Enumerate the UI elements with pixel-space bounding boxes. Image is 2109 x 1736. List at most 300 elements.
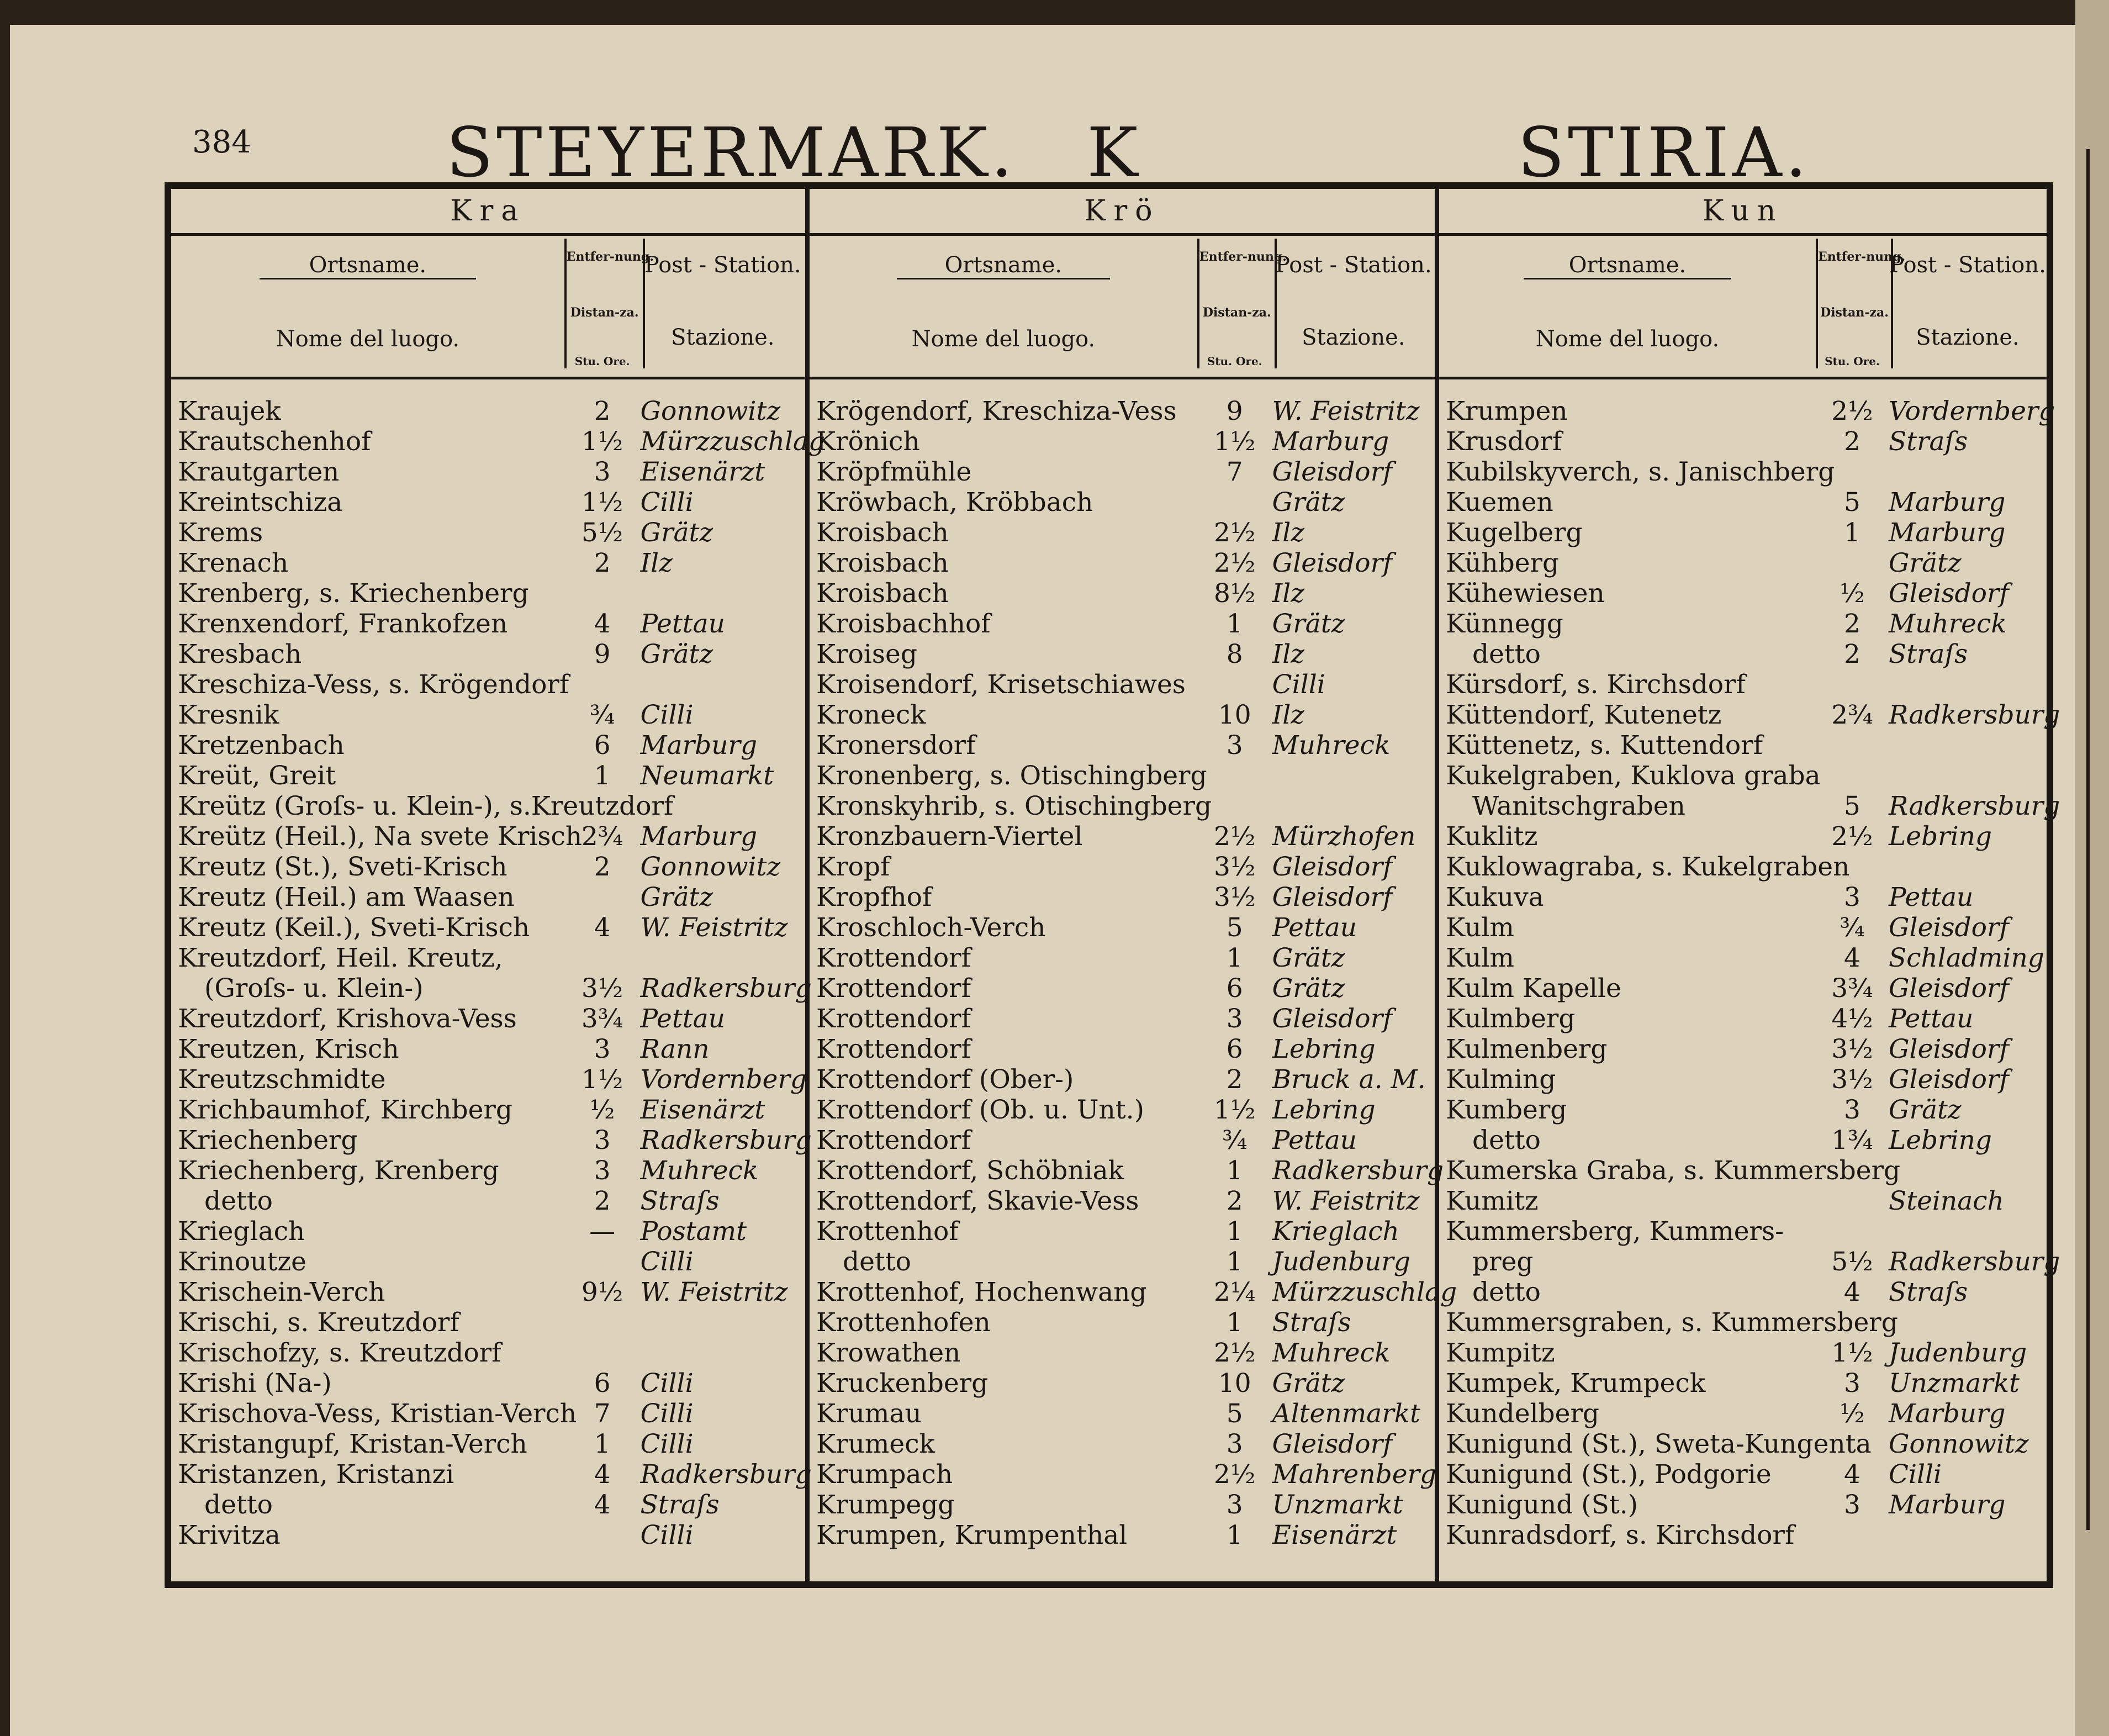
entry-row bbox=[810, 1216, 1435, 1247]
entry-row bbox=[810, 1368, 1435, 1399]
place-name: Kreütz (Groſs- u. Klein-), s.Kreutzdorf bbox=[178, 791, 674, 821]
entry-row bbox=[1439, 700, 2060, 730]
place-name: Kreutz (Heil.) am Waasen bbox=[178, 882, 515, 912]
entry-row bbox=[1439, 821, 2047, 852]
entry-row bbox=[1439, 578, 2047, 609]
post-station: Eisenärzt bbox=[640, 457, 765, 487]
distance-value: 3 bbox=[594, 1155, 611, 1186]
post-station: Mahrenberg bbox=[1272, 1459, 1437, 1490]
post-station: Postamt bbox=[640, 1216, 747, 1247]
distance-value: 3½ bbox=[1831, 1034, 1873, 1064]
distance-value: 2 bbox=[594, 396, 611, 426]
place-name: Kroisendorf, Krisetschiawes bbox=[816, 669, 1186, 700]
post-station: Rann bbox=[640, 1034, 710, 1064]
post-station: Muhreck bbox=[1272, 730, 1391, 761]
post-station: Steinach bbox=[1889, 1186, 2004, 1216]
post-station: Ilz bbox=[1272, 518, 1305, 548]
adjacent-page-edge bbox=[2075, 0, 2109, 1736]
post-station: Unzmarkt bbox=[1889, 1368, 2020, 1399]
place-name: Kropfhof bbox=[816, 882, 932, 912]
entry-row bbox=[171, 1277, 805, 1307]
post-station: Marburg bbox=[1889, 518, 2006, 548]
distance-value: 1 bbox=[1226, 1247, 1243, 1277]
post-station: Grätz bbox=[1272, 943, 1345, 973]
place-name: Kunigund (St.), Podgorie bbox=[1446, 1459, 1772, 1490]
place-name: Kreutzen, Krisch bbox=[178, 1034, 399, 1064]
post-station: Ilz bbox=[1272, 578, 1305, 609]
entry-row bbox=[171, 761, 805, 791]
distance-header bbox=[1816, 239, 1906, 368]
distance-header-italian: Distan-za. bbox=[1202, 305, 1271, 320]
post-station-header bbox=[1272, 239, 1435, 350]
entry-row bbox=[810, 609, 1435, 639]
entry-row bbox=[171, 1429, 805, 1459]
entry-list bbox=[1439, 379, 2060, 1550]
distance-value: 3 bbox=[1226, 730, 1243, 761]
place-name: Kummersberg, Kummers- bbox=[1446, 1216, 1784, 1247]
distance-value: 2¾ bbox=[1831, 700, 1873, 730]
distance-value: 1 bbox=[1226, 1307, 1243, 1338]
entry-row bbox=[1439, 548, 2047, 578]
post-station: Radkersburg bbox=[1889, 700, 2060, 730]
entry-row bbox=[810, 1429, 1435, 1459]
post-station: Radkersburg bbox=[1889, 1247, 2060, 1277]
post-station: Lebring bbox=[1889, 1125, 1992, 1155]
post-station: Muhreck bbox=[1889, 609, 2007, 639]
place-name: Krottendorf, Schöbniak bbox=[816, 1155, 1124, 1186]
post-station: Radkersburg bbox=[640, 1459, 812, 1490]
entry-row bbox=[1439, 791, 2060, 821]
post-station: Schladming bbox=[1889, 943, 2044, 973]
place-name: Krautgarten bbox=[178, 457, 340, 487]
entry-row bbox=[171, 912, 805, 943]
entry-row bbox=[810, 730, 1435, 761]
entry-row bbox=[810, 396, 1435, 426]
entry-row bbox=[171, 548, 805, 578]
entry-row bbox=[810, 426, 1435, 457]
place-name: Krumeck bbox=[816, 1429, 935, 1459]
entry-row bbox=[171, 1490, 805, 1520]
distance-value: 2 bbox=[1844, 639, 1860, 669]
entry-row bbox=[810, 1064, 1435, 1095]
place-name: Kreutzdorf, Krishova-Vess bbox=[178, 1004, 517, 1034]
entry-row bbox=[810, 1459, 1435, 1490]
entry-row bbox=[810, 1520, 1435, 1550]
place-name: Kunradsdorf, s. Kirchsdorf bbox=[1446, 1520, 1795, 1550]
post-station: Gleisdorf bbox=[1889, 1064, 2009, 1095]
distance-value: 8 bbox=[1226, 639, 1243, 669]
distance-value: 3 bbox=[1226, 1490, 1243, 1520]
place-name: Kroisbach bbox=[816, 548, 949, 578]
post-station: Radkersburg bbox=[1272, 1155, 1444, 1186]
entry-row bbox=[1439, 426, 2047, 457]
post-header-italian: Stazione. bbox=[1916, 325, 2020, 350]
distance-value: 5 bbox=[1844, 791, 1860, 821]
distance-value: 4 bbox=[594, 1490, 611, 1520]
distance-value: 5½ bbox=[581, 518, 623, 548]
post-station: Marburg bbox=[640, 730, 758, 761]
entry-row bbox=[1439, 487, 2047, 518]
entry-row bbox=[1439, 973, 2047, 1004]
place-name: Krusdorf bbox=[1446, 426, 1562, 457]
place-name: Kröpfmühle bbox=[816, 457, 972, 487]
post-station: Neumarkt bbox=[640, 761, 774, 791]
place-name: Krottenhof bbox=[816, 1216, 959, 1247]
entry-row bbox=[810, 761, 1435, 791]
post-station: Straſs bbox=[1889, 426, 1968, 457]
place-name: Kumerska Graba, s. Kummersberg bbox=[1446, 1155, 1901, 1186]
place-name: Krumpegg bbox=[816, 1490, 955, 1520]
entry-row bbox=[171, 1338, 805, 1368]
distance-value: 1 bbox=[1226, 1155, 1243, 1186]
distance-value: 1 bbox=[1226, 1520, 1243, 1550]
entry-row bbox=[1439, 1247, 2060, 1277]
place-name: Kruckenberg bbox=[816, 1368, 989, 1399]
place-name: Wanitschgraben bbox=[1472, 791, 1685, 821]
post-station: Cilli bbox=[640, 487, 694, 518]
distance-header-german: Entfer-nung. bbox=[566, 250, 654, 264]
post-station: Cilli bbox=[1889, 1459, 1942, 1490]
entry-row bbox=[1439, 518, 2047, 548]
entry-row bbox=[171, 669, 805, 700]
distance-value: 1½ bbox=[1831, 1338, 1873, 1368]
column-2 bbox=[805, 189, 1457, 1581]
distance-value: ¾ bbox=[589, 700, 615, 730]
post-station: Pettau bbox=[640, 609, 725, 639]
post-station: Lebring bbox=[1889, 821, 1992, 852]
place-name: Kroisbachhof bbox=[816, 609, 991, 639]
place-name: Kreutz (Keil.), Sveti-Krisch bbox=[178, 912, 530, 943]
entry-row bbox=[171, 1034, 805, 1064]
entry-row bbox=[1439, 1216, 2047, 1247]
distance-value: ¾ bbox=[1840, 912, 1865, 943]
entry-row bbox=[1439, 1004, 2047, 1034]
post-station: Pettau bbox=[1889, 1004, 1974, 1034]
running-header bbox=[10, 102, 2075, 193]
place-name: Krottendorf bbox=[816, 1004, 971, 1034]
distance-value: 5 bbox=[1226, 1399, 1243, 1429]
entry-row bbox=[810, 1125, 1435, 1155]
distance-value: ½ bbox=[1840, 578, 1865, 609]
place-name: Kulmberg bbox=[1446, 1004, 1576, 1034]
entry-row bbox=[810, 1004, 1435, 1034]
distance-value: 10 bbox=[1218, 700, 1251, 730]
place-name: Krottendorf (Ob. u. Unt.) bbox=[816, 1095, 1144, 1125]
post-station: Grätz bbox=[640, 639, 713, 669]
post-station: Grätz bbox=[640, 882, 713, 912]
place-name: Kulm bbox=[1446, 912, 1514, 943]
entry-row bbox=[171, 1095, 805, 1125]
place-name: Kristanzen, Kristanzi bbox=[178, 1459, 454, 1490]
column-header bbox=[1439, 189, 2047, 379]
post-station: Straſs bbox=[640, 1490, 720, 1520]
distance-value: 4 bbox=[594, 1459, 611, 1490]
entry-row bbox=[171, 518, 805, 548]
distance-value: 8½ bbox=[1214, 578, 1256, 609]
distance-value: 3 bbox=[1844, 1095, 1860, 1125]
post-station-header bbox=[1889, 239, 2047, 350]
entry-row bbox=[810, 912, 1435, 943]
entry-row bbox=[1439, 639, 2047, 669]
distance-value: 3 bbox=[1844, 1368, 1860, 1399]
distance-value: 3 bbox=[594, 1034, 611, 1064]
entry-row bbox=[1439, 1064, 2047, 1095]
section-letter: K bbox=[1087, 113, 1141, 193]
column-header bbox=[171, 189, 805, 379]
place-name: Kukuva bbox=[1446, 882, 1544, 912]
entry-row bbox=[1439, 1368, 2047, 1399]
place-name: Kuklowagraba, s. Kukelgraben bbox=[1446, 852, 1850, 882]
entry-row bbox=[1439, 852, 2047, 882]
distance-value: 3 bbox=[594, 457, 611, 487]
distance-value: 6 bbox=[594, 1368, 611, 1399]
distance-value: 2¾ bbox=[581, 821, 623, 852]
distance-value: ¾ bbox=[1222, 1125, 1248, 1155]
place-name: Küttendorf, Kutenetz bbox=[1446, 700, 1722, 730]
place-name: Kundelberg bbox=[1446, 1399, 1600, 1429]
entry-row bbox=[171, 1004, 805, 1034]
entry-row bbox=[171, 943, 805, 973]
place-name: Kretzenbach bbox=[178, 730, 345, 761]
distance-unit: Stu. Ore. bbox=[574, 355, 630, 368]
post-station: Radkersburg bbox=[640, 973, 812, 1004]
entry-row bbox=[1439, 609, 2047, 639]
entry-list bbox=[810, 379, 1457, 1550]
distance-value: 2 bbox=[594, 548, 611, 578]
entry-row bbox=[810, 1490, 1435, 1520]
distance-value: 3½ bbox=[1214, 852, 1256, 882]
place-name: Kropf bbox=[816, 852, 890, 882]
distance-value: 1½ bbox=[1214, 1095, 1256, 1125]
place-name: Kroisbach bbox=[816, 578, 949, 609]
distance-value: 1½ bbox=[1214, 426, 1256, 457]
distance-value: 3½ bbox=[581, 973, 623, 1004]
post-station: Eisenärzt bbox=[640, 1095, 765, 1125]
place-name: Kroneck bbox=[816, 700, 926, 730]
distance-unit: Stu. Ore. bbox=[1825, 355, 1880, 368]
name-header-italian: Nome del luogo. bbox=[1535, 326, 1720, 352]
distance-value: 1 bbox=[1226, 943, 1243, 973]
distance-value: 7 bbox=[1226, 457, 1243, 487]
place-name: Kresnik bbox=[178, 700, 279, 730]
place-name: preg bbox=[1472, 1247, 1534, 1277]
place-name: Krumau bbox=[816, 1399, 922, 1429]
place-name: Krottendorf bbox=[816, 973, 971, 1004]
name-header-italian: Nome del luogo. bbox=[911, 326, 1096, 352]
place-name: Krivitza bbox=[178, 1520, 281, 1550]
place-name: Kugelberg bbox=[1446, 518, 1583, 548]
place-name: Kreutz (St.), Sveti-Krisch bbox=[178, 852, 508, 882]
title-italian: STIRIA. bbox=[1518, 113, 1810, 193]
post-station: Cilli bbox=[640, 1247, 694, 1277]
entry-row bbox=[171, 852, 805, 882]
distance-value: 10 bbox=[1218, 1368, 1251, 1399]
post-station: Ilz bbox=[1272, 700, 1305, 730]
post-station: Gonnowitz bbox=[640, 852, 781, 882]
place-name: Kronskyhrib, s. Otischingberg bbox=[816, 791, 1212, 821]
page-number: 384 bbox=[192, 124, 251, 160]
distance-value: 5½ bbox=[1831, 1247, 1873, 1277]
place-name: Kuklitz bbox=[1446, 821, 1538, 852]
place-name: Küttenetz, s. Kuttendorf bbox=[1446, 730, 1763, 761]
post-station: Gleisdorf bbox=[1889, 973, 2009, 1004]
entry-row bbox=[810, 1247, 1435, 1277]
entry-row bbox=[1439, 1186, 2047, 1216]
distance-value: 1½ bbox=[581, 487, 623, 518]
place-name: detto bbox=[1472, 1277, 1541, 1307]
name-header bbox=[171, 239, 564, 352]
distance-header bbox=[1197, 239, 1287, 368]
name-header bbox=[1439, 239, 1816, 352]
place-name: Kroschloch-Verch bbox=[816, 912, 1046, 943]
post-station: Grätz bbox=[1889, 1095, 1962, 1125]
place-name: Kummersgraben, s. Kummersberg bbox=[1446, 1307, 1898, 1338]
entry-row bbox=[171, 1186, 805, 1216]
column-header bbox=[810, 189, 1435, 379]
post-station: Straſs bbox=[640, 1186, 720, 1216]
place-name: Kulming bbox=[1446, 1064, 1556, 1095]
place-name: Kristangupf, Kristan-Verch bbox=[178, 1429, 527, 1459]
distance-value: 1¾ bbox=[1831, 1125, 1873, 1155]
distance-value: 2½ bbox=[1831, 396, 1873, 426]
post-station: Gleisdorf bbox=[1889, 1034, 2009, 1064]
entry-row bbox=[171, 821, 805, 852]
entry-row bbox=[1439, 396, 2055, 426]
entry-row bbox=[810, 1277, 1457, 1307]
entry-row bbox=[810, 1307, 1435, 1338]
place-name: Kulm bbox=[1446, 943, 1514, 973]
place-name: Kukelgraben, Kuklova graba bbox=[1446, 761, 1821, 791]
entry-row bbox=[171, 639, 805, 669]
name-header-german: Ortsname. bbox=[1524, 252, 1731, 279]
place-name: Krenach bbox=[178, 548, 289, 578]
distance-value: 3¾ bbox=[581, 1004, 623, 1034]
post-station: Pettau bbox=[1272, 912, 1357, 943]
distance-value: 7 bbox=[594, 1399, 611, 1429]
entry-row bbox=[1439, 1490, 2047, 1520]
post-station: Gleisdorf bbox=[1889, 912, 2009, 943]
post-station: Marburg bbox=[1889, 487, 2006, 518]
distance-value: ½ bbox=[1840, 1399, 1865, 1429]
distance-value: 3 bbox=[1226, 1429, 1243, 1459]
distance-value: 4½ bbox=[1831, 1004, 1873, 1034]
distance-value: 4 bbox=[594, 609, 611, 639]
distance-value: 2½ bbox=[1214, 1459, 1256, 1490]
entry-row bbox=[171, 791, 805, 821]
post-station: Bruck a. M. bbox=[1272, 1064, 1426, 1095]
distance-value: 1½ bbox=[581, 1064, 623, 1095]
distance-value: ½ bbox=[589, 1095, 615, 1125]
place-name: Kriechenberg bbox=[178, 1125, 358, 1155]
place-name: Kreütz (Heil.), Na svete Krisch bbox=[178, 821, 583, 852]
entry-row bbox=[171, 700, 805, 730]
distance-value: 1 bbox=[594, 761, 611, 791]
entry-row bbox=[810, 1034, 1435, 1064]
distance-value: 2 bbox=[1226, 1186, 1243, 1216]
place-name: Krottendorf bbox=[816, 1034, 971, 1064]
entry-row bbox=[810, 669, 1435, 700]
place-name: Kuemen bbox=[1446, 487, 1553, 518]
entry-row bbox=[1439, 761, 2047, 791]
place-name: Kreintschiza bbox=[178, 487, 343, 518]
place-name: Künnegg bbox=[1446, 609, 1563, 639]
distance-value: 2 bbox=[1226, 1064, 1243, 1095]
place-name: Krinoutze bbox=[178, 1247, 306, 1277]
place-name: Kumitz bbox=[1446, 1186, 1539, 1216]
place-name: (Groſs- u. Klein-) bbox=[204, 973, 424, 1004]
distance-value: 2 bbox=[1844, 609, 1860, 639]
distance-value: 3 bbox=[1844, 882, 1860, 912]
place-name: detto bbox=[1472, 1125, 1541, 1155]
post-header-german: Post - Station. bbox=[644, 252, 801, 278]
post-station: Eisenärzt bbox=[1272, 1520, 1397, 1550]
post-station: Marburg bbox=[1889, 1490, 2006, 1520]
distance-value: 9½ bbox=[581, 1277, 623, 1307]
place-name: Krottenhofen bbox=[816, 1307, 991, 1338]
post-station: Mürzhofen bbox=[1272, 821, 1416, 852]
post-station: Straſs bbox=[1889, 1277, 1968, 1307]
place-name: Krichbaumhof, Kirchberg bbox=[178, 1095, 512, 1125]
post-station: Grätz bbox=[1272, 1368, 1345, 1399]
distance-value: 6 bbox=[1226, 1034, 1243, 1064]
distance-value: 1 bbox=[594, 1429, 611, 1459]
entry-row bbox=[810, 1186, 1435, 1216]
entry-row bbox=[171, 973, 812, 1004]
place-name: Krögendorf, Kreschiza-Vess bbox=[816, 396, 1177, 426]
entry-row bbox=[810, 457, 1435, 487]
place-name: Krowathen bbox=[816, 1338, 961, 1368]
post-station: Lebring bbox=[1272, 1095, 1376, 1125]
post-station: Gleisdorf bbox=[1272, 882, 1393, 912]
place-name: Kühewiesen bbox=[1446, 578, 1605, 609]
distance-value: 3 bbox=[594, 1125, 611, 1155]
column-letter-group: Kun bbox=[1439, 189, 2047, 236]
entry-list bbox=[171, 379, 826, 1550]
post-station: Gleisdorf bbox=[1889, 578, 2009, 609]
place-name: Kumberg bbox=[1446, 1095, 1567, 1125]
post-station: Gonnowitz bbox=[640, 396, 781, 426]
place-name: Krottenhof, Hochenwang bbox=[816, 1277, 1147, 1307]
distance-value: 2 bbox=[594, 852, 611, 882]
post-station: Marburg bbox=[640, 821, 758, 852]
post-station: Grätz bbox=[1272, 973, 1345, 1004]
distance-header-italian: Distan-za. bbox=[570, 305, 639, 320]
place-name: Kreutzdorf, Heil. Kreutz, bbox=[178, 943, 503, 973]
place-name: Kürsdorf, s. Kirchsdorf bbox=[1446, 669, 1746, 700]
post-station: Pettau bbox=[1889, 882, 1974, 912]
entry-row bbox=[810, 1399, 1435, 1429]
entry-row bbox=[171, 1307, 805, 1338]
column-letter-group: Kra bbox=[171, 189, 805, 236]
entry-row bbox=[1439, 1095, 2047, 1125]
distance-value: 6 bbox=[594, 730, 611, 761]
entry-row bbox=[810, 1338, 1435, 1368]
distance-value: 3¾ bbox=[1831, 973, 1873, 1004]
entry-row bbox=[1439, 1429, 2047, 1459]
entry-row bbox=[171, 1520, 805, 1550]
distance-value: 3 bbox=[1226, 1004, 1243, 1034]
place-name: Kroisbach bbox=[816, 518, 949, 548]
post-station: Pettau bbox=[640, 1004, 725, 1034]
place-name: detto bbox=[843, 1247, 911, 1277]
post-header-german: Post - Station. bbox=[1275, 252, 1432, 278]
post-station: Radkersburg bbox=[1889, 791, 2060, 821]
place-name: Krumpach bbox=[816, 1459, 953, 1490]
post-station: Cilli bbox=[640, 1520, 694, 1550]
post-header-german: Post - Station. bbox=[1889, 252, 2046, 278]
entry-row bbox=[1439, 1459, 2047, 1490]
place-name: Kunigund (St.), Sweta-Kungenta bbox=[1446, 1429, 1872, 1459]
